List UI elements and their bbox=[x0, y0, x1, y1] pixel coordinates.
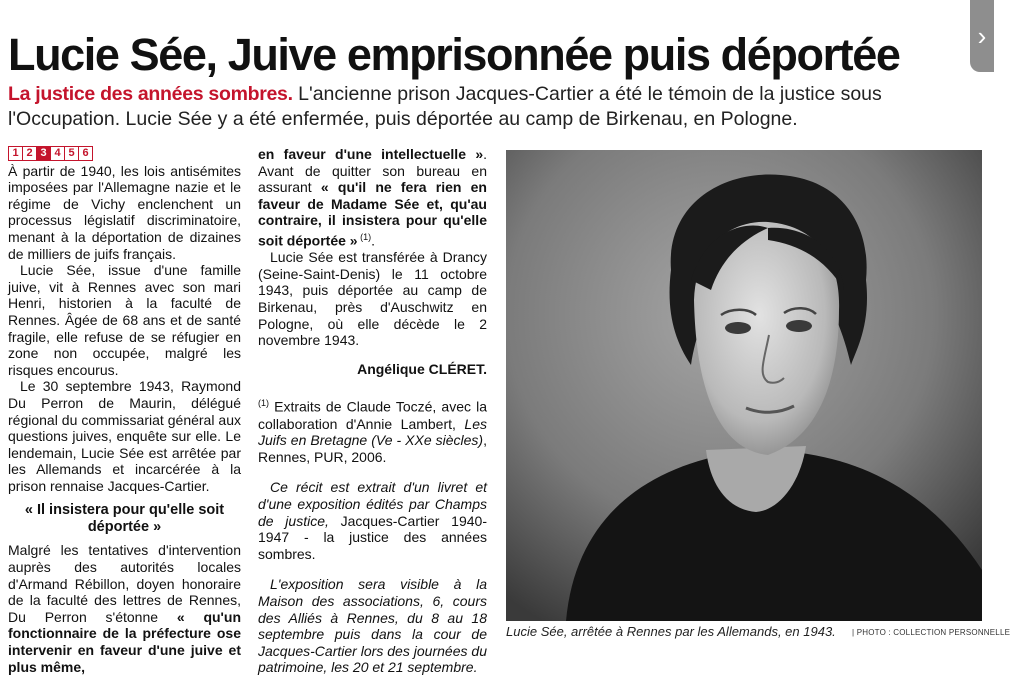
page-series-indicator bbox=[8, 146, 92, 161]
page-number-current: 3 bbox=[36, 146, 51, 161]
standfirst-text: L'ancienne prison Jacques-Cartier a été le témoin de la justice sous l'Occupation. Lucie Sée y a été enfermée, puis déportée au camp de Birkenau, en Pologne. bbox=[8, 83, 882, 130]
footnote-text: Extraits de Claude Toczé, avec la collaboration d'Annie Lambert, bbox=[258, 399, 487, 432]
article-column-1 bbox=[8, 146, 241, 675]
page-number: 1 bbox=[8, 146, 23, 161]
paragraph: Lucie Sée, issue d'une famille juive, vit à Rennes avec son mari Henri, historien à la faculté de Rennes. Âgée de 68 ans et de santé fragile, elle refuse de se réfugier en zone non occupée, malgré les risques encourus. bbox=[8, 262, 241, 378]
exhibition-info: L'exposition sera visible à la Maison des associations, 6, cours des Alliés à Rennes, du 8 au 18 septembre puis dans la cour de Jacques-Cartier lors des journées du patrimoine, les 20 et 21 septembre. bbox=[258, 576, 487, 676]
info-text: Jacques-Cartier 1940-1947 - la justice des années sombres. bbox=[258, 512, 487, 562]
next-page-button[interactable] bbox=[970, 0, 994, 72]
standfirst bbox=[8, 82, 908, 132]
paragraph-text: Malgré les tentatives d'intervention auprès des autorités locales d'Armand Rébillon, doyen honoraire de la faculté des lettres de Rennes, Du Perron s'étonne bbox=[8, 542, 241, 625]
portrait-illustration bbox=[506, 150, 982, 621]
paragraph bbox=[8, 542, 241, 675]
article-column-2 bbox=[258, 146, 487, 676]
intertitle: « Il insistera pour qu'elle soit déportée » bbox=[24, 502, 225, 536]
page-number: 2 bbox=[22, 146, 37, 161]
page-number: 5 bbox=[64, 146, 79, 161]
info-box bbox=[258, 479, 487, 562]
paragraph: Le 30 septembre 1943, Raymond Du Perron de Maurin, délégué régional du commissariat général aux questions juives, enquête sur elle. Le lendemain, Lucie Sée est arrêtée par les Allemands et incarcérée à la prison rennaise Jacques-Cartier. bbox=[8, 378, 241, 494]
photo-credit: | PHOTO : COLLECTION PERSONNELLE bbox=[852, 628, 1010, 637]
page-number: 4 bbox=[50, 146, 65, 161]
page-number: 6 bbox=[78, 146, 93, 161]
author-signature: Angélique CLÉRET. bbox=[357, 360, 487, 377]
quote-text: « qu'un fonctionnaire de la préfecture ose intervenir en faveur d'une juive et plus même, bbox=[8, 608, 241, 675]
photo-caption: Lucie Sée, arrêtée à Rennes par les Allemands, en 1943. bbox=[506, 624, 836, 639]
paragraph: Lucie Sée est transférée à Drancy (Seine-Saint-Denis) le 11 octobre 1943, puis déportée au camp de Birkenau, près d'Auschwitz en Pologne, où elle décède le 2 novembre 1943. bbox=[258, 249, 487, 349]
chevron-right-icon: › bbox=[977, 21, 987, 51]
quote-text: « qu'il ne fera rien en faveur de Madame Sée et, qu'au contraire, il insistera pour qu'elle soit déportée » bbox=[258, 179, 487, 249]
headline: Lucie Sée, Juive emprisonnée puis déportée bbox=[8, 29, 900, 80]
paragraph: À partir de 1940, les lois antisémites imposées par l'Allemagne nazie et le régime de Vichy enclenchent un processus législatif discriminatoire, menant à la déportation de dizaines de milliers de juifs français. bbox=[8, 162, 241, 262]
paragraph-text: . bbox=[371, 232, 375, 249]
paragraph bbox=[258, 146, 487, 249]
paragraph-text: . Avant de quitter son bureau en assurant bbox=[258, 146, 487, 196]
standfirst-lead: La justice des années sombres. bbox=[8, 83, 293, 105]
footnote-text: , Rennes, PUR, 2006. bbox=[258, 432, 487, 465]
info-text: Ce récit est extrait d'un livret et d'une exposition édités par Champs de justice, bbox=[258, 479, 487, 529]
footnote-ref: (1) bbox=[258, 398, 269, 409]
quote-text: en faveur d'une intellectuelle » bbox=[258, 146, 484, 162]
footnote-ref: (1) bbox=[357, 231, 372, 242]
footnote bbox=[258, 395, 487, 465]
portrait-photo bbox=[506, 150, 982, 621]
book-title: Les Juifs en Bretagne (Ve - XXe siècles) bbox=[258, 415, 487, 449]
